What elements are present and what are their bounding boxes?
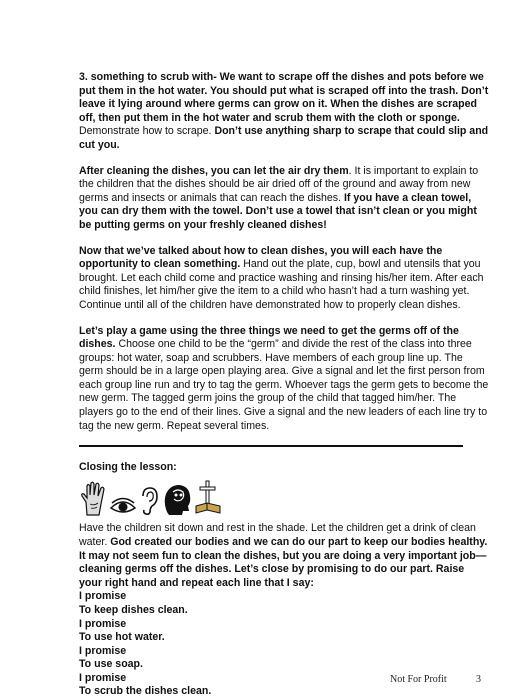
promise-line: I promise bbox=[79, 671, 127, 684]
practice-text: Hand out the plate, cup, bowl and utensils that you brought. Let each child come and practice washing and rinsing his/her item. After each child finishes, let him/her give the item to a child who hasn’t had a turn washing yet. Continue until all of the children have demonstrated how to properly clean dishes. bbox=[79, 258, 484, 311]
footer-text: Not For Profit bbox=[390, 674, 447, 685]
page-footer bbox=[390, 674, 510, 685]
hand-icon bbox=[79, 480, 107, 516]
closing-bold-text: God created our bodies and we can do our part to keep our bodies healthy. It may not seem fun to clean the dishes, but you are doing a very important job—cleaning germs off the dishes. Let’s close by promising to do our part. Raise your right hand and repeat each line that I say: bbox=[79, 535, 488, 589]
game-text: Choose one child to be the “germ” and divide the rest of the class into three groups: hot water, soap and scrubbers. Have members of each group line up. The germ should be in a large open playing area. Give a signal and let the first person from each group line run and try to tag the germ. Whoever tags the germ gets to become the new germ. The tagged germ joins the group of the child that tagged him/her. The players go to the end of their lines. Give a signal and the new leaders of each line try to tag the new germ. Repeat several times. bbox=[79, 338, 489, 432]
scrub-warning-text: Don’t use anything sharp to scrape that could slip and cut you. bbox=[79, 125, 489, 151]
paragraph-game bbox=[79, 325, 489, 434]
scrub-bold-text: 3. something to scrub with- We want to scrape off the dishes and pots before we put them in the hot water. You should put what is scraped off into the trash. Don’t leave it lying around where germs can grow on it. When the dishes are scraped off, then put them in the hot water and scrub them with the cloth or sponge. bbox=[79, 71, 489, 124]
air-dry-bold-text: After cleaning the dishes, you can let the air dry them bbox=[79, 164, 349, 177]
section-divider bbox=[79, 445, 463, 447]
eye-icon bbox=[109, 496, 137, 516]
document-page bbox=[79, 71, 489, 699]
paragraph-closing bbox=[79, 522, 489, 590]
closing-text: Have the children sit down and rest in the shade. Let the children get a drink of clean water. bbox=[79, 522, 476, 548]
senses-icon-row bbox=[79, 478, 489, 516]
page-number: 3 bbox=[476, 674, 481, 685]
promise-line: To use hot water. bbox=[79, 631, 165, 644]
game-bold-text: Let’s play a game using the three things we need to get the germs off of the dishes. bbox=[79, 324, 459, 351]
head-icon bbox=[161, 482, 193, 516]
promise-line: I promise bbox=[79, 617, 127, 630]
ear-icon bbox=[139, 486, 159, 516]
promise-line: I promise bbox=[79, 590, 127, 603]
scrub-text: Demonstrate how to scrape. bbox=[79, 125, 215, 138]
practice-bold-text: Now that we’ve talked about how to clean dishes, you will each have the opportunity to clean something. bbox=[79, 244, 443, 271]
promise-line: To keep dishes clean. bbox=[79, 603, 188, 616]
towel-bold-text: If you have a clean towel, you can dry them with the towel. Don’t use a towel that isn’t clean or you might be putting germs on your freshly cleaned dishes! bbox=[79, 191, 477, 231]
paragraph-air-dry bbox=[79, 165, 489, 233]
air-dry-text: . It is important to explain to the children that the dishes should be air dried off of the ground and away from new germs and insects or animals that can reach the dishes. bbox=[79, 164, 479, 204]
closing-title: Closing the lesson: bbox=[79, 460, 177, 473]
paragraph-practice bbox=[79, 245, 489, 313]
promise-line: I promise bbox=[79, 644, 127, 657]
cross-bible-icon bbox=[195, 480, 221, 516]
paragraph-scrub bbox=[79, 71, 489, 153]
promise-line: To use soap. bbox=[79, 658, 143, 671]
promise-line: To scrub the dishes clean. bbox=[79, 685, 212, 698]
